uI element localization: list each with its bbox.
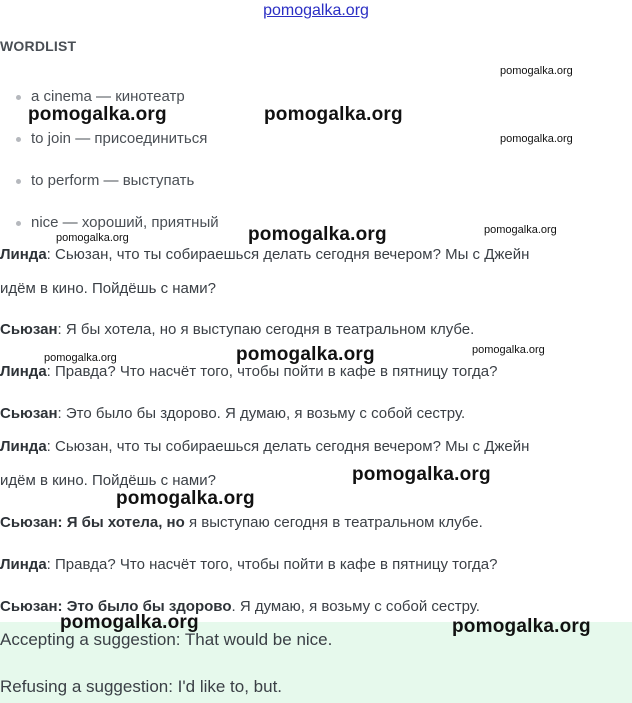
wordlist-heading: WORDLIST xyxy=(0,38,77,54)
watermark: pomogalka.org xyxy=(264,104,403,125)
watermark: pomogalka.org xyxy=(484,224,557,236)
watermark: pomogalka.org xyxy=(248,224,387,245)
dialogue-line: Сьюзан: Я бы хотела, но я выступаю сегодня в театральном клубе. xyxy=(0,321,475,338)
watermark: pomogalka.org xyxy=(500,133,573,145)
watermark: pomogalka.org xyxy=(500,65,573,77)
wordlist-item: a cinema — кинотеатр xyxy=(16,88,185,105)
wordlist-item: to join — присоединиться xyxy=(16,130,207,147)
dialogue-line: идём в кино. Пойдёшь с нами? xyxy=(0,472,216,489)
watermark: pomogalka.org xyxy=(352,464,491,485)
bullet-icon xyxy=(16,221,21,226)
dialogue-line: Сьюзан: Это было бы здорово. Я думаю, я возьму с собой сестру. xyxy=(0,598,480,615)
watermark: pomogalka.org xyxy=(56,232,129,244)
watermark: pomogalka.org xyxy=(236,344,375,365)
watermark: pomogalka.org xyxy=(452,616,591,637)
dialogue-line: Линда: Сьюзан, что ты собираешься делать сегодня вечером? Мы с Джейн xyxy=(0,438,530,455)
accepting-phrase: Accepting a suggestion: That would be nice. xyxy=(0,630,333,649)
wordlist-item: nice — хороший, приятный xyxy=(16,214,219,231)
watermark: pomogalka.org xyxy=(44,352,117,364)
watermark: pomogalka.org xyxy=(472,344,545,356)
dialogue-line: Линда: Правда? Что насчёт того, чтобы пойти в кафе в пятницу тогда? xyxy=(0,556,498,573)
dialogue-line: идём в кино. Пойдёшь с нами? xyxy=(0,280,216,297)
site-link[interactable]: pomogalka.org xyxy=(263,2,369,19)
watermark: pomogalka.org xyxy=(28,104,167,125)
bullet-icon xyxy=(16,179,21,184)
watermark: pomogalka.org xyxy=(116,488,255,509)
bullet-icon xyxy=(16,137,21,142)
bullet-icon xyxy=(16,95,21,100)
dialogue-line: Линда: Сьюзан, что ты собираешься делать сегодня вечером? Мы с Джейн xyxy=(0,246,530,263)
dialogue-line: Сьюзан: Это было бы здорово. Я думаю, я возьму с собой сестру. xyxy=(0,405,466,422)
refusing-phrase: Refusing a suggestion: I'd like to, but. xyxy=(0,677,283,696)
watermark: pomogalka.org xyxy=(60,612,199,633)
dialogue-line: Линда: Правда? Что насчёт того, чтобы пойти в кафе в пятницу тогда? xyxy=(0,363,498,380)
wordlist-item: to perform — выступать xyxy=(16,172,194,189)
dialogue-line: Сьюзан: Я бы хотела, но я выступаю сегодня в театральном клубе. xyxy=(0,514,483,531)
